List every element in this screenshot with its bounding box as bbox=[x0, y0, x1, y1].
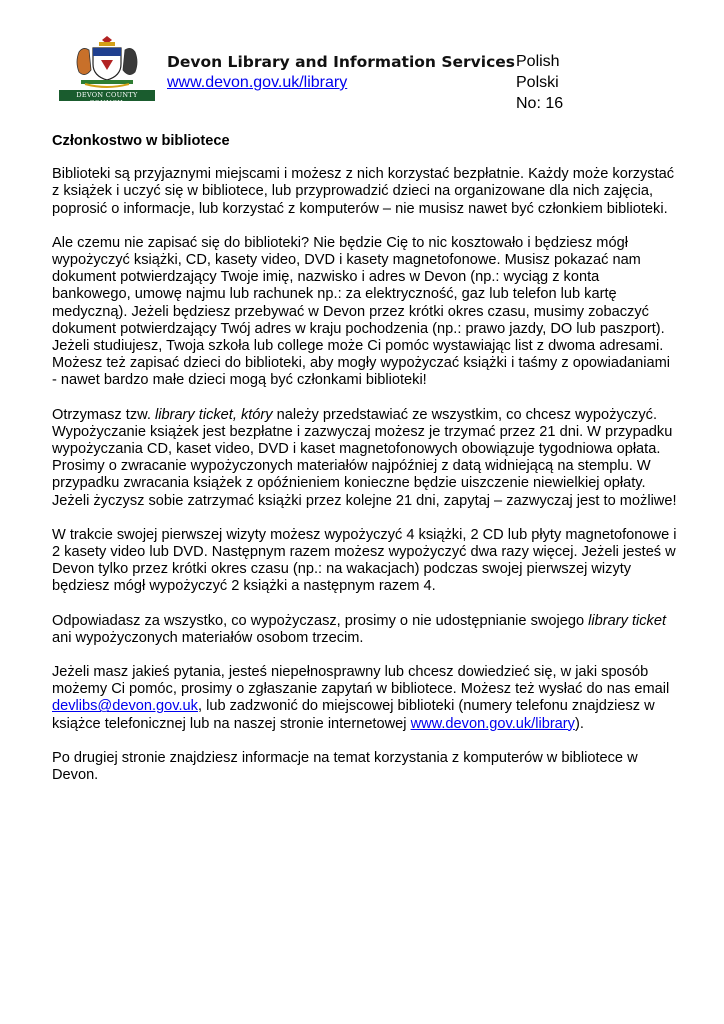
text: należy przedstawiać ze wszystkim, co chcesz wypożyczyć. Wypożyczanie książek jest bezpłatne i zazwyczaj możesz je trzymać przez 21 dni. W przypadku wypożyczania CD, kaset video, DVD i kaset magnetofonowych obowiązuje tygodniowa opłata. Prosimy o zwracanie wypożyczonych materiałów najpóźniej z datą widniejącą na stemplu. W przypadku zwracania książek z opóźnieniem konieczne będzie uiszczenie niewielkiej opłaty. Jeżeli życzysz sobie zatrzymać książki przez kolejne 21 dni, zapytaj – zazwyczaj jest to możliwe! bbox=[52, 406, 677, 509]
text: Odpowiadasz za wszystko, co wypożyczasz, prosimy o nie udostępnianie swojego bbox=[52, 612, 589, 629]
library-ticket-term: library ticket bbox=[588, 612, 667, 629]
text: Otrzymasz tzw. bbox=[52, 406, 155, 423]
paragraph-intro: Biblioteki są przyjaznymi miejscami i możesz z nich korzystać bezpłatnie. Każdy może korzystać z książek i uczyć się w bibliotece, lub przyprowadzić dzieci na organizowane dla nich zajęcia, poprosić o informacje, lub korzystać z komputerów – nie musisz nawet być członkiem biblioteki. bbox=[52, 166, 675, 217]
document-number: No: 16 bbox=[516, 95, 564, 112]
email-link[interactable]: devlibs@devon.gov.uk bbox=[52, 698, 198, 715]
devon-county-council-logo bbox=[57, 30, 157, 107]
text: Jeżeli masz jakieś pytania, jesteś niepełnosprawny lub chcesz dowiedzieć się, w jaki sposób możemy Ci pomóc, prosimy o zgłaszanie zapytań w bibliotece. Możesz też wysłać do nas email bbox=[52, 664, 670, 698]
library-ticket-term: library ticket, który bbox=[154, 406, 273, 423]
text: ). bbox=[574, 715, 584, 732]
logo-caption: DEVON COUNTY COUNCIL bbox=[76, 91, 138, 107]
language-english: Polish bbox=[516, 53, 560, 70]
org-title: Devon Library and Information Services bbox=[167, 53, 515, 71]
section-heading: Członkostwo w bibliotece bbox=[52, 133, 230, 149]
paragraph-overleaf: Po drugiej stronie znajdziesz informacje na temat korzystania z komputerów w bibliotece w Devon. bbox=[52, 749, 638, 784]
paragraph-membership: Ale czemu nie zapisać się do biblioteki? Nie będzie Cię to nic kosztowało i będziesz mógł wypożyczyć książki, CD, kasety video, DVD i kasety magnetofonowe. Musisz pokazać nam dokument potwierdzający Twoje imię, nazwisko i adres w Devon (np.: wyciąg z konta bankowego, umowę najmu lub rachunek np.: za elektryczność, gaz lub telefon lub kartę medyczną). Jeżeli będziesz przebywać w Devon przez krótki okres czasu, musimy zobaczyć dokument potwierdzający Twój adres w kraju pochodzenia (np.: prawo jazdy, DO lub paszport). Jeżeli studiujesz, Twoja szkoła lub college może Ci pomóc wystawiając list z dwoma adresami. Możesz też zapisać dzieci do biblioteki, aby mogły wypożyczać książki i taśmy z opowiadaniami - nawet bardzo małe dzieci mogą być członkami biblioteki! bbox=[52, 234, 671, 389]
paragraph-contact bbox=[52, 664, 677, 733]
text: , lub zadzwonić do miejscowej biblioteki (numery telefonu znajdziesz w książce telefonicznej lub na naszej stronie internetowej bbox=[52, 698, 655, 732]
paragraph-responsibility bbox=[52, 613, 677, 647]
language-native: Polski bbox=[516, 74, 559, 91]
website-link[interactable]: www.devon.gov.uk/library bbox=[167, 74, 348, 91]
text: ani wypożyczonych materiałów osobom trzecim. bbox=[52, 629, 364, 646]
website-link-inline[interactable]: www.devon.gov.uk/library bbox=[410, 715, 575, 732]
document-body bbox=[52, 128, 677, 801]
paragraph-limits: W trakcie swojej pierwszej wizyty możesz wypożyczyć 4 książki, 2 CD lub płyty magnetofonowe i 2 kasety video lub DVD. Następnym razem możesz wypożyczyć dwa razy więcej. Jeżeli jesteś w Devon tylko przez krótki okres czasu (np.: na wakacjach) podczas swojej pierwszej wizyty będziesz mógł wypożyczyć 2 książki a następnym razem 4. bbox=[52, 526, 677, 595]
paragraph-ticket bbox=[52, 407, 677, 510]
